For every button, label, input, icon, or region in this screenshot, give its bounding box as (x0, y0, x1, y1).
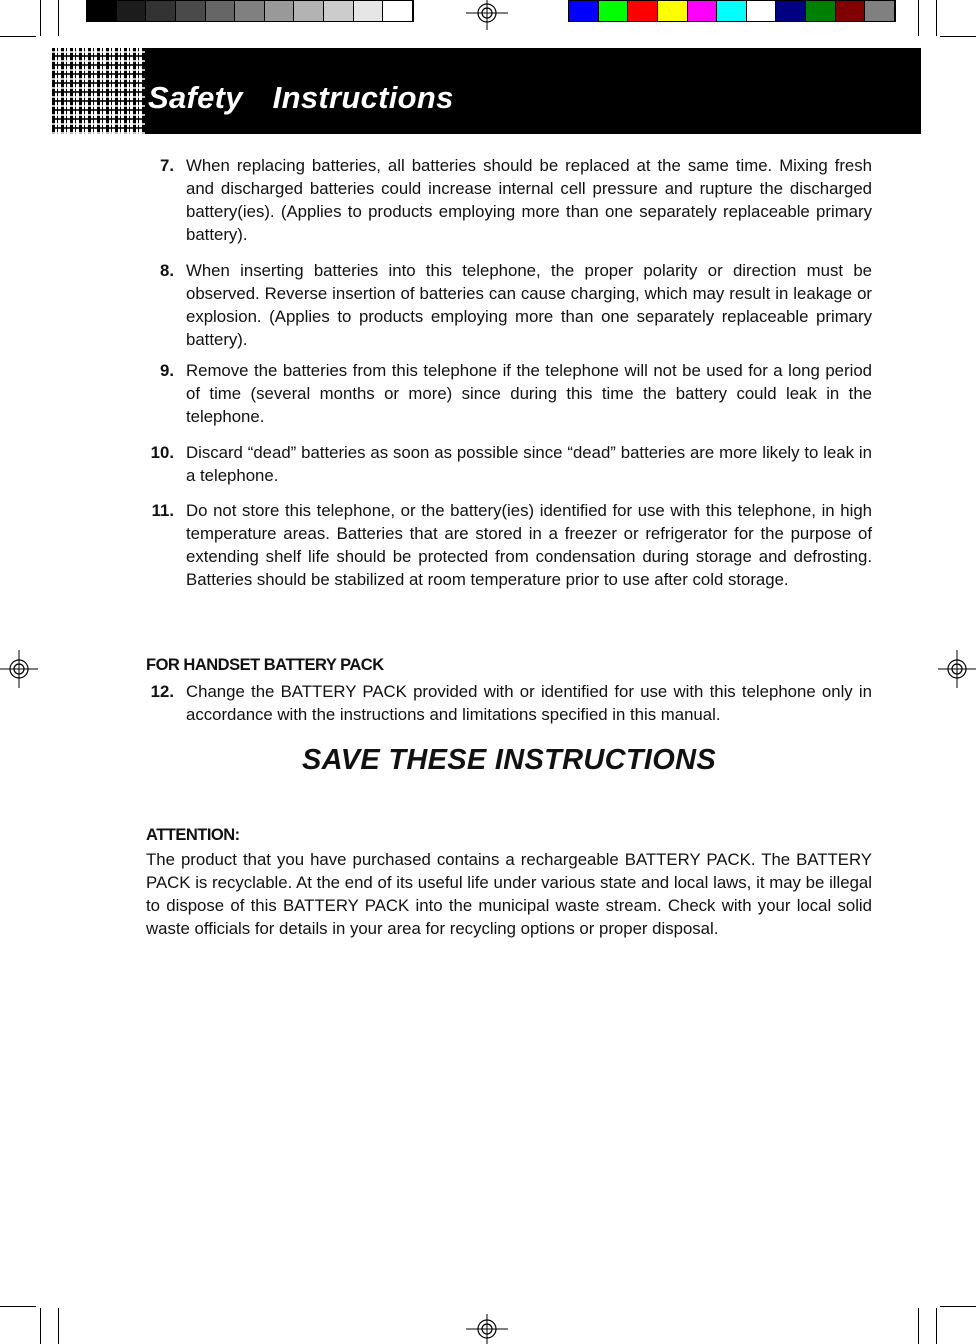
gray-swatch (265, 1, 295, 21)
attention-heading: ATTENTION: (146, 826, 240, 844)
attention-text: The product that you have purchased contains a rechargeable BATTERY PACK. The BATTERY PACK is recyclable. At the end of its useful life under various state and local laws, it may be illegal to dispose of this BATTERY PACK into the municipal waste stream. Check with your local solid waste officials for details in your area for recycling options or proper disposal. (146, 850, 872, 938)
save-instructions-heading: SAVE THESE INSTRUCTIONS (301, 744, 717, 776)
gray-swatch (176, 1, 206, 21)
item-text: When replacing batteries, all batteries should be replaced at the same time. Mixing fresh and discharged batteries could increase internal cell pressure and rupture the discharged battery(ies). (Applies to products employing more than one separately replaceable primary battery). (186, 156, 872, 244)
item-text: Remove the batteries from this telephone if the telephone will not be used for a long period of time (several months or more) since during this time the battery could leak in the telephone. (186, 361, 872, 426)
registration-mark-icon (938, 650, 976, 688)
item-text: Do not store this telephone, or the battery(ies) identified for use with this telephone, in high temperature areas. Batteries that are stored in a freezer or refrigerator for the purpose of extending shelf life should be protected from condensation during storage and defrosting. Batteries should be stabilized at room temperature prior to use after cold storage. (186, 501, 872, 589)
crop-mark (40, 0, 41, 36)
list-item (140, 359, 872, 428)
section-heading: FOR HANDSET BATTERY PACK (146, 656, 384, 674)
crop-mark (940, 36, 976, 37)
crop-mark (58, 0, 59, 36)
color-swatch (688, 1, 718, 21)
list-item (140, 441, 872, 487)
color-swatch (628, 1, 658, 21)
crop-mark (58, 1308, 59, 1344)
gray-swatch (117, 1, 147, 21)
list-item (140, 680, 872, 726)
crop-mark (936, 0, 937, 36)
item-number: 7. (160, 156, 174, 175)
color-swatch (776, 1, 806, 21)
gray-swatch (206, 1, 236, 21)
color-swatch (836, 1, 866, 21)
color-swatch (599, 1, 629, 21)
gray-swatch (235, 1, 265, 21)
item-number: 9. (160, 361, 174, 380)
crop-mark (936, 1308, 937, 1344)
color-swatch (865, 1, 895, 21)
gray-swatch (354, 1, 384, 21)
list-item (140, 499, 872, 591)
item-number: 10. (150, 443, 174, 462)
item-text: Change the BATTERY PACK provided with or identified for use with this telephone only in accordance with the instructions and limitations specified in this manual. (186, 682, 872, 724)
gray-swatch (294, 1, 324, 21)
color-calibration-bar (568, 0, 896, 22)
item-text: Discard “dead” batteries as soon as possible since “dead” batteries are more likely to leak in a telephone. (186, 443, 872, 485)
registration-mark-icon (0, 650, 38, 688)
item-text: When inserting batteries into this telephone, the proper polarity or direction must be observed. Reverse insertion of batteries can cause charging, which may result in leakage or explosion. (Applies to products employing more than one separately replaceable primary battery). (186, 261, 872, 349)
color-swatch (658, 1, 688, 21)
item-number: 8. (160, 261, 174, 280)
crop-mark (0, 36, 36, 37)
color-swatch (806, 1, 836, 21)
gray-swatch (87, 1, 117, 21)
gray-scale-bar (86, 0, 414, 22)
gray-swatch (324, 1, 354, 21)
gray-swatch (146, 1, 176, 21)
crop-mark (40, 1308, 41, 1344)
registration-mark-icon (466, 1314, 508, 1344)
item-number: 11. (151, 501, 174, 520)
page-title: Safety Instructions (148, 80, 454, 115)
gray-swatch (383, 1, 413, 21)
color-swatch (747, 1, 777, 21)
crop-mark (0, 1306, 36, 1307)
header-pattern-decoration (52, 48, 145, 134)
list-item (140, 154, 872, 246)
crop-mark (918, 0, 919, 36)
registration-mark-icon (466, 0, 508, 30)
color-swatch (569, 1, 599, 21)
crop-mark (918, 1308, 919, 1344)
list-item (140, 259, 872, 351)
color-swatch (717, 1, 747, 21)
item-number: 12. (150, 682, 174, 701)
crop-mark (940, 1306, 976, 1307)
